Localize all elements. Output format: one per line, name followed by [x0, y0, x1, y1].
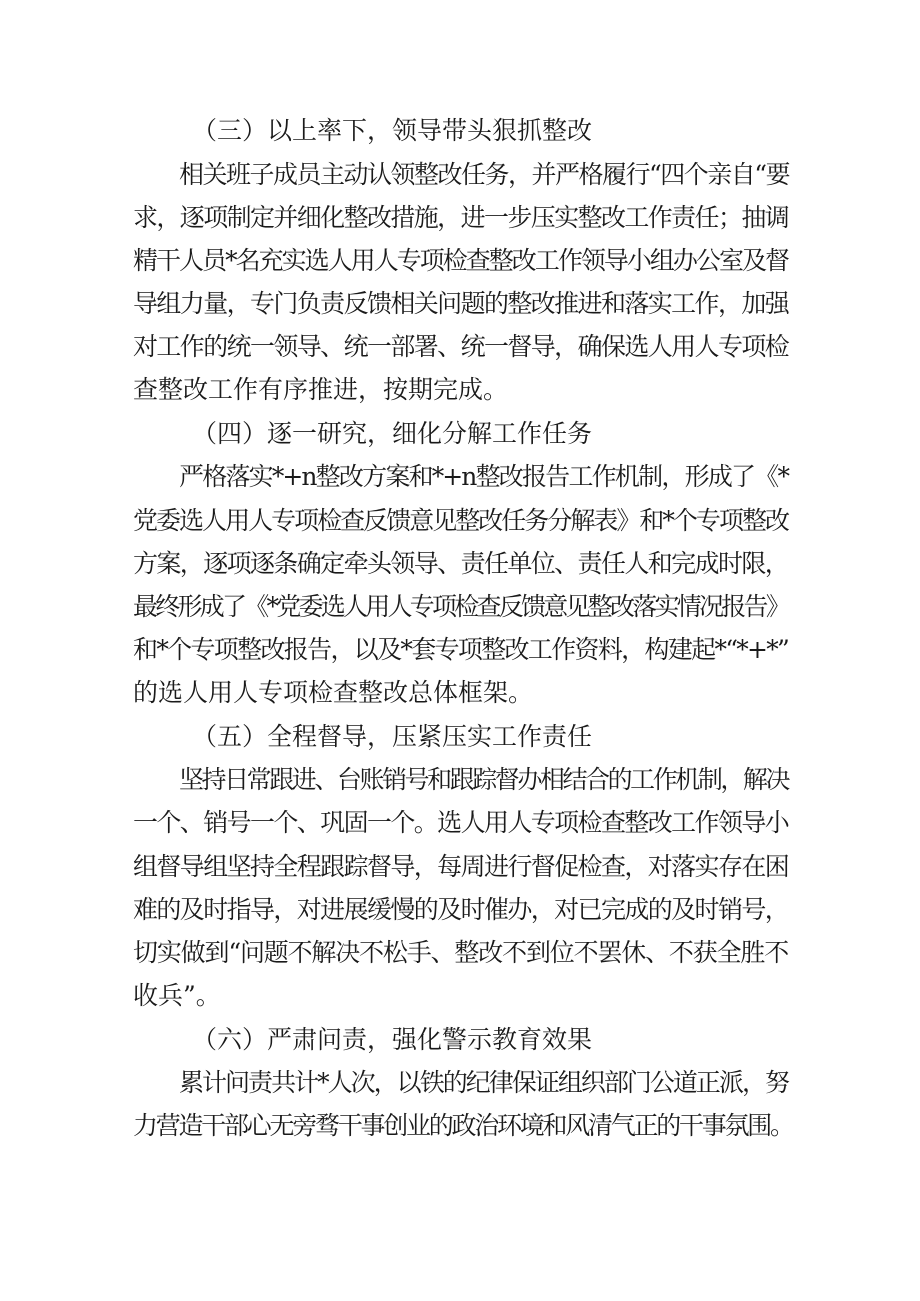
section-heading-4: （四）逐一研究，细化分解工作任务: [192, 419, 593, 448]
paragraph-line: 求，逐项制定并细化整改措施，进一步压实整改工作责任；抽调: [133, 203, 788, 232]
section-heading-3: （三）以上率下，领导带头狠抓整改: [192, 116, 593, 145]
paragraph-line: 组督导组坚持全程跟踪督导，每周进行督促检查，对落实存在困: [133, 852, 788, 881]
paragraph-line: 和*个专项整改报告，以及*套专项整改工作资料，构建起*“*+*”: [133, 635, 788, 664]
paragraph-line: 累计问责共计*人次，以铁的纪律保证组织部门公道正派，努: [179, 1068, 788, 1097]
paragraph-line: 一个、销号一个、巩固一个。选人用人专项检查整改工作领导小: [133, 808, 788, 837]
paragraph-line: 的选人用人专项检查整改总体框架。: [133, 678, 534, 707]
paragraph-line: 坚持日常跟进、台账销号和跟踪督办相结合的工作机制，解决: [179, 765, 788, 794]
section-heading-5: （五）全程督导，压紧压实工作责任: [192, 722, 593, 751]
paragraph-line: 方案，逐项逐条确定牵头领导、责任单位、责任人和完成时限，: [133, 549, 788, 578]
section-heading-6: （六）严肃问责，强化警示教育效果: [192, 1025, 593, 1054]
paragraph-line: 党委选人用人专项检查反馈意见整改任务分解表》和*个专项整改: [133, 506, 788, 535]
paragraph-line: 力营造干部心无旁骛干事创业的政治环境和风清气正的干事氛围。: [133, 1111, 793, 1140]
paragraph-line: 难的及时指导，对进展缓慢的及时催办，对已完成的及时销号，: [133, 895, 788, 924]
paragraph-line: 相关班子成员主动认领整改任务，并严格履行“四个亲自“要: [179, 160, 790, 189]
paragraph-line: 收兵”。: [133, 981, 221, 1010]
paragraph-line: 严格落实*+n整改方案和*+n整改报告工作机制，形成了《*: [179, 462, 788, 491]
paragraph-line: 查整改工作有序推进，按期完成。: [133, 375, 509, 404]
paragraph-line: 导组力量，专门负责反馈相关问题的整改推进和落实工作，加强: [133, 289, 788, 318]
paragraph-line: 切实做到“问题不解决不松手、整改不到位不罢休、不获全胜不: [133, 938, 788, 967]
paragraph-line: 对工作的统一领导、统一部署、统一督导，确保选人用人专项检: [133, 332, 788, 361]
paragraph-line: 精干人员*名充实选人用人专项检查整改工作领导小组办公室及督: [133, 246, 788, 275]
paragraph-line: 最终形成了《*党委选人用人专项检查反馈意见整改落实情况报告》: [133, 592, 789, 621]
